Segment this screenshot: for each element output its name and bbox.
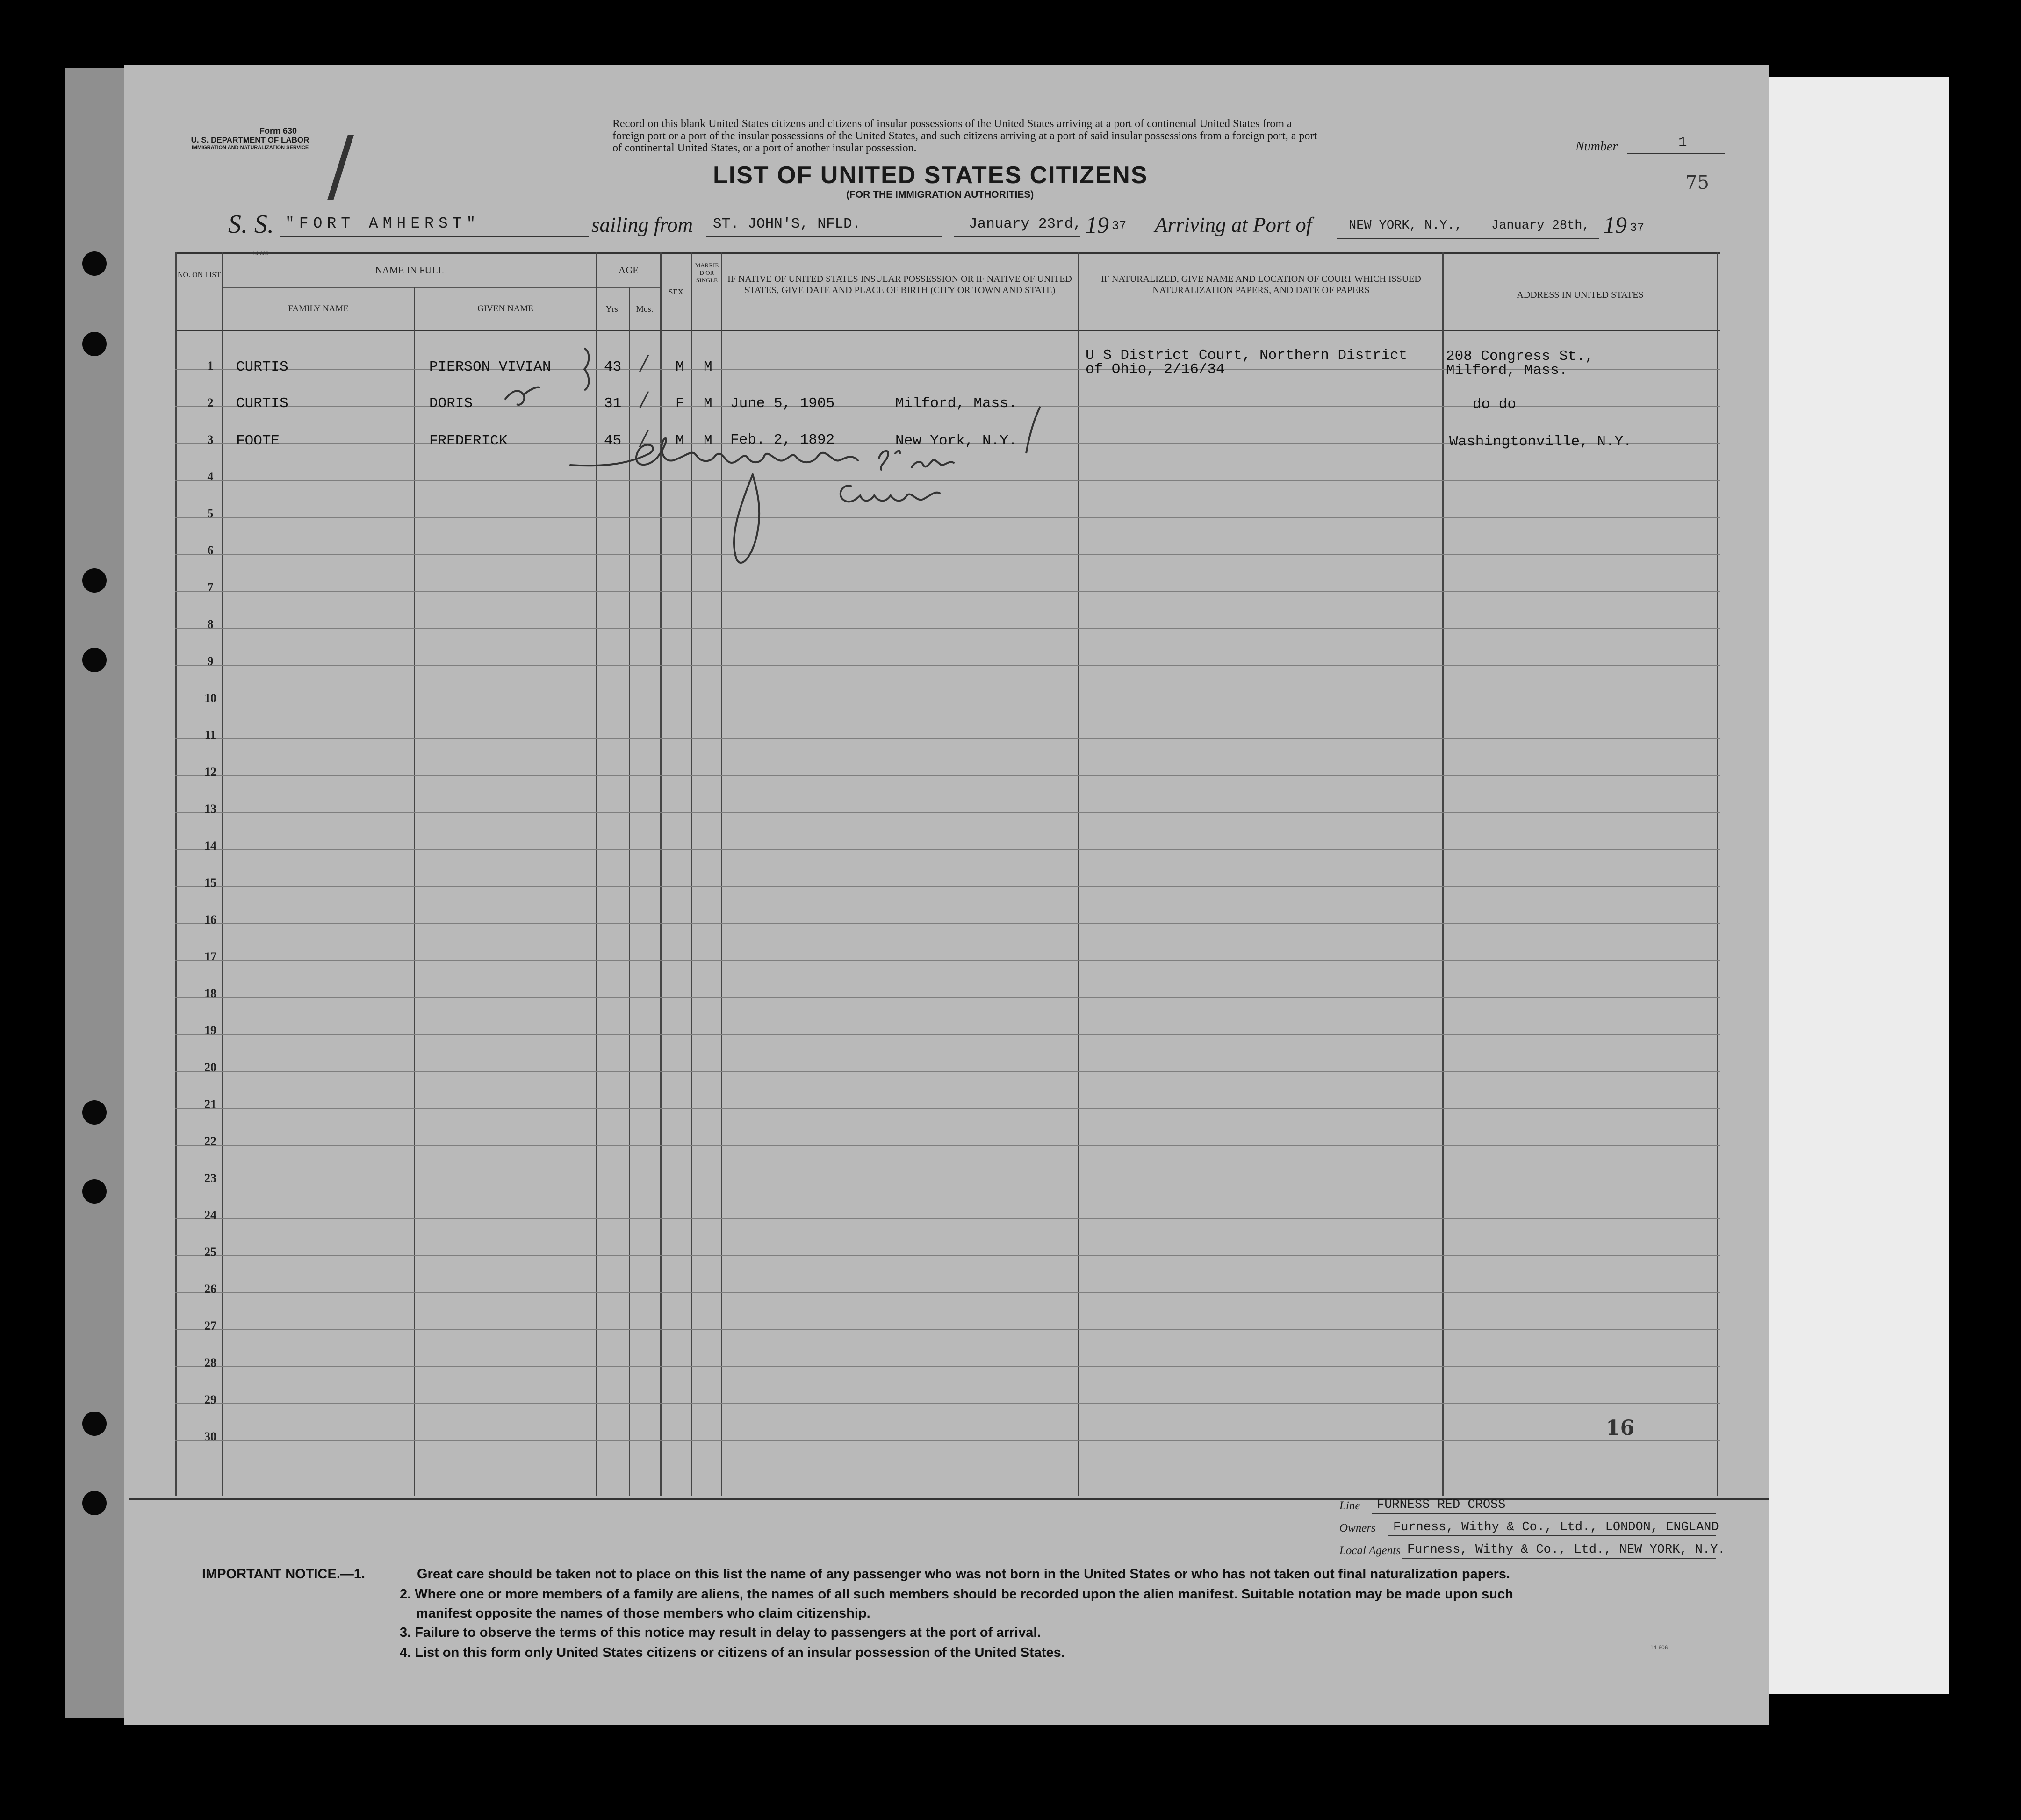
row-separator — [175, 1218, 1720, 1219]
header-married-single: MARRIED OR SINGLE — [695, 262, 719, 284]
check-mark-icon — [500, 381, 542, 418]
notice-item-2-cont: manifest opposite the names of those members who claim citizenship. — [416, 1606, 870, 1621]
row-separator — [175, 1108, 1720, 1109]
header-name-in-full: NAME IN FULL — [375, 265, 444, 276]
row-number: 9 — [207, 654, 214, 668]
row-number: 4 — [207, 470, 214, 483]
address-line-1: Washingtonville, N.Y. — [1449, 434, 1632, 450]
name-subheader-line — [222, 287, 596, 288]
sailing-date: January 23rd, — [969, 216, 1082, 232]
instructions-line-2: foreign port or a port of the insular possessions of the United States, and such citizens arriving at a port of said insular possessions from a foreign port, a port — [612, 130, 1317, 142]
handwritten-stroke: / — [327, 119, 354, 212]
address-line-2: Milford, Mass. — [1446, 362, 1568, 379]
header-no-on-list: NO. ON LIST — [178, 271, 221, 279]
number-label: Number — [1575, 139, 1618, 154]
service-label: IMMIGRATION AND NATURALIZATION SERVICE — [191, 145, 309, 150]
sailing-year-suffix: 37 — [1112, 219, 1127, 233]
punch-hole — [82, 1179, 107, 1204]
check-mark-icon — [1019, 402, 1047, 458]
row-number: 12 — [204, 765, 216, 779]
punch-hole — [82, 1412, 107, 1436]
row-number: 18 — [204, 987, 216, 1000]
next-page-edge — [1762, 77, 1949, 1694]
form-number: Form 630 — [259, 126, 297, 136]
row-separator — [175, 1329, 1720, 1330]
row-separator — [175, 1440, 1720, 1441]
row-number: 24 — [204, 1208, 216, 1222]
inspector-signature — [552, 369, 1136, 584]
instructions-line-3: of continental United States, or a port of another insular possession. — [612, 142, 917, 154]
header-bottom-border — [175, 330, 1720, 331]
ship-underline — [280, 236, 589, 237]
arriving-label: Arriving at Port of — [1155, 213, 1312, 236]
row-separator — [175, 1034, 1720, 1035]
birth-date: Feb. 2, 1892 — [730, 432, 835, 448]
binding-strip — [65, 68, 126, 1718]
row-separator — [175, 738, 1720, 739]
row-number: 29 — [204, 1393, 216, 1406]
table-bottom-border — [129, 1498, 1769, 1500]
page-title: LIST OF UNITED STATES CITIZENS — [713, 162, 1148, 189]
row-number: 30 — [204, 1430, 216, 1443]
row-number: 23 — [204, 1171, 216, 1185]
row-number: 3 — [207, 433, 214, 446]
header-family-name: FAMILY NAME — [288, 304, 349, 314]
notice-item-3: 3. Failure to observe the terms of this notice may result in delay to passengers at the port of arrival. — [400, 1625, 1041, 1640]
row-number: 28 — [204, 1356, 216, 1369]
ss-label: S. S. — [228, 210, 274, 239]
address-line-1: 208 Congress St., — [1446, 348, 1594, 365]
punch-hole — [82, 568, 107, 593]
page-subtitle: (FOR THE IMMIGRATION AUTHORITIES) — [846, 189, 1034, 200]
row-separator — [175, 849, 1720, 850]
age-years: 45 — [604, 433, 622, 449]
row-separator — [175, 923, 1720, 924]
row-number: 2 — [207, 396, 214, 409]
given-name: PIERSON VIVIAN — [429, 359, 551, 375]
col-line — [414, 287, 415, 1496]
col-line — [222, 252, 223, 1496]
age-months-mark: / — [640, 351, 647, 375]
row-separator — [175, 1255, 1720, 1256]
row-number: 21 — [204, 1097, 216, 1111]
row-separator — [175, 960, 1720, 961]
arrival-port: NEW YORK, N.Y., — [1349, 219, 1463, 233]
header-mos: Mos. — [636, 304, 654, 314]
row-separator — [175, 1292, 1720, 1293]
row-separator — [175, 1366, 1720, 1367]
row-separator — [175, 591, 1720, 592]
notice-item-2: 2. Where one or more members of a family are aliens, the names of all such members should be recorded upon the alien manifest. Suitable notation may be made upon such — [400, 1587, 1513, 1602]
row-number: 27 — [204, 1319, 216, 1333]
punch-hole — [82, 251, 107, 276]
punch-hole — [82, 1100, 107, 1125]
sex: M — [676, 433, 684, 449]
table-top-border — [175, 252, 1720, 254]
row-number: 10 — [204, 691, 216, 705]
important-notice-label: IMPORTANT NOTICE.—1. — [202, 1567, 366, 1582]
date-underline — [954, 236, 1080, 237]
row-separator — [175, 1071, 1720, 1072]
row-number: 22 — [204, 1134, 216, 1148]
family-name: CURTIS — [236, 359, 288, 375]
row-separator — [175, 997, 1720, 998]
col-line — [1442, 252, 1444, 1496]
age-years: 31 — [604, 395, 622, 412]
row-number: 8 — [207, 617, 214, 631]
header-age: AGE — [618, 265, 639, 276]
notice-item-4: 4. List on this form only United States citizens or citizens of an insular possession of the United States. — [400, 1645, 1065, 1660]
age-months-mark: / — [640, 388, 647, 412]
row-separator — [175, 1145, 1720, 1146]
court-line-2: of Ohio, 2/16/34 — [1086, 361, 1225, 378]
age-months-mark: / — [640, 426, 647, 450]
birth-place: Milford, Mass. — [895, 395, 1017, 412]
line-underline — [1372, 1513, 1716, 1514]
header-yrs: Yrs. — [605, 304, 620, 314]
arrival-underline — [1337, 238, 1599, 239]
row-separator — [175, 775, 1720, 776]
sex: M — [676, 359, 684, 375]
row-number: 20 — [204, 1060, 216, 1074]
row-number: 17 — [204, 950, 216, 963]
row-number: 16 — [204, 913, 216, 926]
header-sex: SEX — [668, 287, 684, 296]
arrival-date: January 28th, — [1491, 219, 1590, 233]
marital-status: M — [704, 395, 712, 412]
row-separator — [175, 812, 1720, 813]
sailing-year-prefix: 19 — [1086, 212, 1109, 238]
header-birth-info: IF NATIVE OF UNITED STATES INSULAR POSSESSION OR IF NATIVE OF UNITED STATES, GIVE DATE AND PLACE OF BIRTH (CITY OR TOWN AND STATE) — [727, 274, 1072, 295]
row-number: 26 — [204, 1282, 216, 1296]
given-name: DORIS — [429, 395, 473, 412]
court-line-1: U S District Court, Northern District — [1086, 347, 1408, 364]
departure-port: ST. JOHN'S, NFLD. — [713, 216, 861, 232]
family-name: FOOTE — [236, 433, 280, 449]
row-number: 7 — [207, 580, 214, 594]
row-number: 14 — [204, 839, 216, 853]
instructions-line-1: Record on this blank United States citizens and citizens of insular possessions of the United States arriving at a port of continental United States from a — [612, 118, 1292, 130]
row-separator — [175, 886, 1720, 887]
number-underline — [1627, 153, 1725, 154]
row-number: 6 — [207, 544, 214, 557]
age-years: 43 — [604, 359, 622, 375]
owners-value: Furness, Withy & Co., Ltd., LONDON, ENGLAND — [1393, 1520, 1719, 1534]
owners-underline — [1388, 1535, 1716, 1536]
birth-date: June 5, 1905 — [730, 395, 835, 412]
footer-print-code: 14-606 — [1650, 1644, 1668, 1651]
owners-label: Owners — [1339, 1522, 1376, 1534]
port-underline — [706, 236, 942, 237]
arrival-year-suffix: 37 — [1630, 221, 1645, 235]
punch-hole — [82, 1491, 107, 1515]
col-line — [1717, 252, 1718, 1496]
punch-hole — [82, 332, 107, 356]
header-address: ADDRESS IN UNITED STATES — [1517, 290, 1644, 300]
header-naturalization: IF NATURALIZED, GIVE NAME AND LOCATION OF COURT WHICH ISSUED NATURALIZATION PAPERS, AND DATE OF PAPERS — [1101, 274, 1421, 295]
department-label: U. S. DEPARTMENT OF LABOR — [191, 136, 309, 144]
line-value: FURNESS RED CROSS — [1377, 1498, 1506, 1512]
row-number: 13 — [204, 802, 216, 816]
address-line-1: do do — [1473, 396, 1517, 413]
agents-value: Furness, Withy & Co., Ltd., NEW YORK, N.Y. — [1407, 1543, 1726, 1557]
punch-hole — [82, 648, 107, 672]
row-number: 25 — [204, 1245, 216, 1259]
given-name: FREDERICK — [429, 433, 508, 449]
line-label: Line — [1339, 1499, 1360, 1512]
row-separator — [175, 665, 1720, 666]
col-line — [175, 252, 177, 1496]
row-number: 5 — [207, 507, 214, 520]
handwritten-count: 16 — [1606, 1416, 1635, 1440]
row-separator — [175, 1403, 1720, 1404]
sailing-from-label: sailing from — [591, 213, 693, 236]
notice-item-1: Great care should be taken not to place on this list the name of any passenger who was not born in the United States or who has not taken out final naturalization papers. — [417, 1567, 1510, 1582]
agents-underline — [1402, 1558, 1716, 1559]
row-number: 11 — [204, 728, 216, 742]
row-number: 1 — [207, 359, 214, 373]
agents-label: Local Agents — [1339, 1544, 1401, 1557]
number-value: 1 — [1678, 135, 1687, 151]
row-number: 19 — [204, 1024, 216, 1037]
page-stamp-number: 75 — [1685, 172, 1709, 193]
arrival-year-prefix: 19 — [1604, 212, 1627, 238]
marital-status: M — [704, 433, 712, 449]
birth-place: New York, N.Y. — [895, 433, 1017, 449]
row-separator — [175, 628, 1720, 629]
ship-name: "FORT AMHERST" — [285, 215, 481, 232]
family-name: CURTIS — [236, 395, 288, 412]
header-given-name: GIVEN NAME — [477, 304, 533, 314]
bracket-mark-icon — [575, 344, 598, 395]
marital-status: M — [704, 359, 712, 375]
row-number: 15 — [204, 876, 216, 889]
sex: F — [676, 395, 684, 412]
